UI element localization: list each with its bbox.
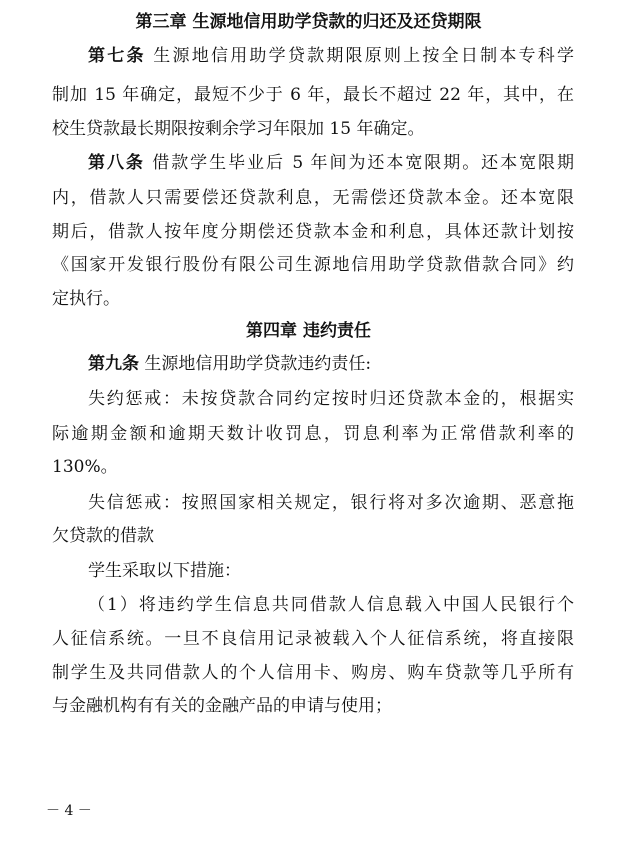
measures-intro: 学生采取以下措施： [88, 561, 241, 581]
article-8-line-2: 内，借款人只需要偿还贷款利息，无需偿还贷款本金。还本宽限 [52, 188, 574, 208]
measure-1-line-2: 人征信系统。一旦不良信用记录被载入个人征信系统，将直接限 [52, 629, 574, 649]
article-9-label: 第九条 [88, 354, 139, 374]
chapter-4-heading: 第四章 违约责任 [246, 321, 371, 341]
article-8-text: 借款学生毕业后 5 年间为还本宽限期。还本宽限期 [144, 153, 575, 173]
article-7-label: 第七条 [88, 46, 146, 66]
article-7-line-2: 制加 15 年确定，最短不少于 6 年，最长不超过 22 年，其中，在 [52, 85, 574, 105]
measure-1-line-3: 制学生及共同借款人的个人信用卡、购房、购车贷款等几乎所有 [52, 663, 574, 683]
breach-line-2: 际逾期金额和逾期天数计收罚息，罚息利率为正常借款利率的 [52, 424, 574, 444]
measure-1-line-4: 与金融机构有有关的金融产品的申请与使用； [52, 696, 392, 716]
article-8-line-5: 定执行。 [52, 289, 120, 309]
article-8-line-4: 《国家开发银行股份有限公司生源地信用助学贷款借款合同》约 [52, 255, 574, 275]
article-8-label: 第八条 [88, 153, 145, 173]
breach-line-1: 失约惩戒：未按贷款合同约定按时归还贷款本金的，根据实 [88, 389, 574, 409]
measure-1-line-1: （1）将违约学生信息共同借款人信息载入中国人民银行个 [88, 595, 574, 615]
article-7-line-1 [88, 45, 574, 67]
article-7-text: 生源地信用助学贷款期限原则上按全日制本专科学 [145, 46, 574, 66]
breach-line-3: 130%。 [52, 457, 118, 477]
article-8-line-3: 期后，借款人按年度分期偿还贷款本金和利息，具体还款计划按 [52, 222, 574, 242]
article-9-line-1 [88, 353, 574, 375]
article-8-line-1 [88, 152, 574, 174]
page-number: － 4 － [46, 803, 92, 819]
article-7-line-3: 校生贷款最长期限按剩余学习年限加 15 年确定。 [52, 119, 425, 139]
dishonesty-line-2: 欠贷款的借款 [52, 526, 154, 546]
article-9-text: 生源地信用助学贷款违约责任: [139, 354, 372, 374]
dishonesty-line-1: 失信惩戒：按照国家相关规定，银行将对多次逾期、恶意拖 [88, 493, 574, 513]
chapter-3-heading: 第三章 生源地信用助学贷款的归还及还贷期限 [135, 12, 482, 32]
